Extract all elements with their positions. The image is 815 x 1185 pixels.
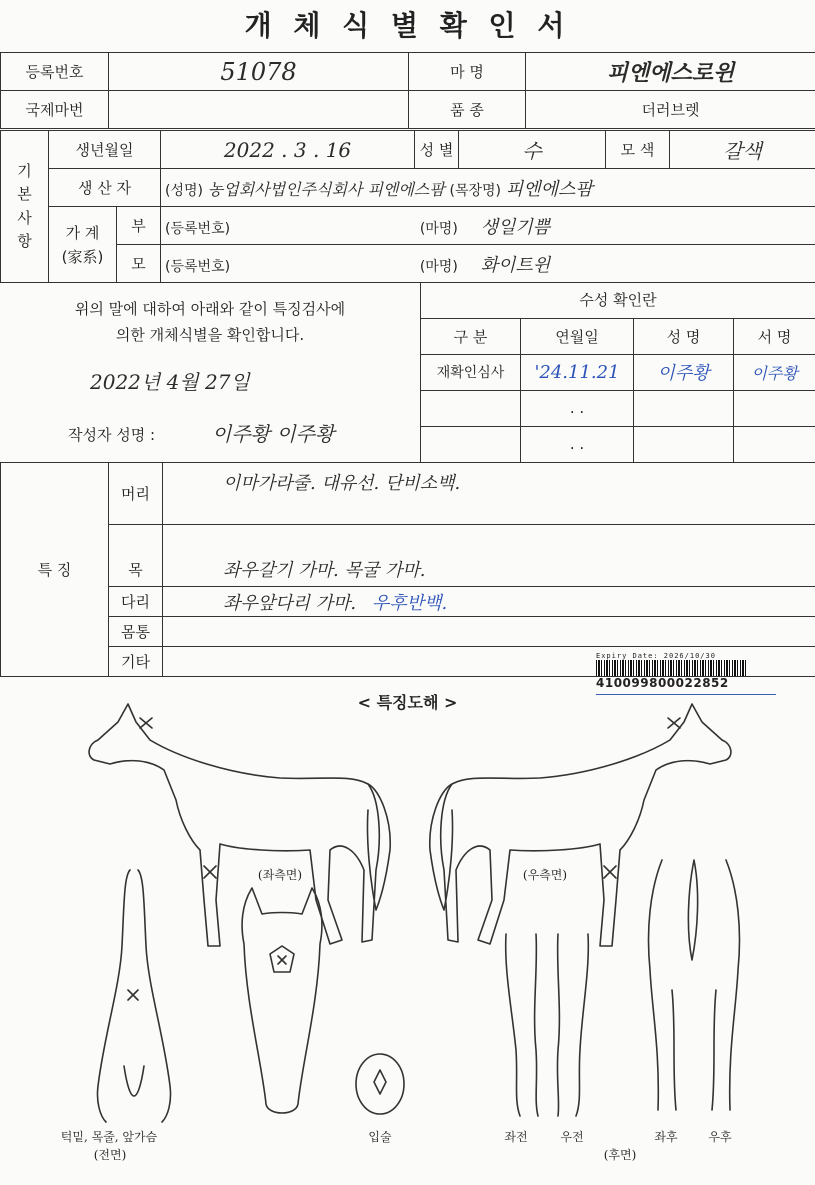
recheck-col-date: 연월일 [521, 318, 634, 354]
head-label: 머리 [109, 463, 163, 525]
left-side-caption: (좌측면) [257, 868, 303, 882]
horse-rear-drawing [642, 850, 746, 1120]
sire-name-value: 생일기쁨 [480, 216, 551, 238]
recheck-title: 수성 확인란 [421, 282, 815, 318]
basic-section-label: 기 본 사 항 [1, 131, 49, 283]
intl-no-value [109, 91, 409, 129]
dam-value-cell: (등록번호) (마명) 화이트윈 [161, 245, 815, 283]
body-label: 몸통 [109, 617, 163, 647]
horse-muzzle-drawing [352, 1050, 408, 1122]
producer-label: 생 산 자 [49, 169, 161, 207]
birth-label: 생년월일 [49, 131, 161, 169]
breed-label: 품 종 [409, 91, 526, 129]
farm-value: 피엔에스팜 [505, 178, 593, 200]
barcode-sticker [596, 652, 746, 690]
front-caption-2: (전면) [93, 1148, 127, 1162]
reg-no-value: 51078 [109, 53, 409, 91]
left-fore-caption: 좌전 [504, 1130, 528, 1144]
dam-name-value: 화이트윈 [480, 254, 551, 276]
color-value: 갈색 [670, 131, 815, 169]
producer-name-value: 농업회사법인주식회사 피엔에스팜 [207, 179, 445, 199]
recheck-row2-date: . . [521, 390, 634, 426]
horse-front-legs-drawing [496, 930, 600, 1120]
sire-label: 부 [117, 207, 161, 245]
intl-no-label: 국제마번 [1, 91, 109, 129]
horse-front-neck-drawing [94, 866, 174, 1126]
color-label: 모 색 [606, 131, 670, 169]
basic-info-table [0, 130, 815, 283]
recheck-table [420, 282, 815, 463]
horse-name-label: 마 명 [409, 53, 526, 91]
barcode-number: 410099800022852 [596, 676, 729, 690]
recheck-row3-date: . . [521, 426, 634, 462]
neck-value: 좌우갈기 가마. 목굴 가마. [163, 525, 815, 587]
registration-table [0, 52, 815, 129]
breed-value: 더러브렛 [526, 91, 815, 129]
reg-no-label: 등록번호 [1, 53, 109, 91]
muzzle-caption: 입술 [368, 1130, 392, 1144]
confirm-statement: 위의 말에 대하여 아래와 같이 특징검사에 의한 개체식별을 확인합니다. [74, 300, 346, 344]
horse-name-value: 피엔에스로윈 [526, 53, 815, 91]
body-value [163, 617, 815, 647]
sex-value: 수 [459, 131, 606, 169]
right-hind-caption: 우후 [708, 1130, 732, 1144]
writer-label: 작성자 성명 : [68, 426, 156, 444]
dam-label: 모 [117, 245, 161, 283]
legs-value-cell [163, 587, 815, 617]
recheck-row1-type: 재확인심사 [421, 354, 521, 390]
features-section-label: 특 징 [1, 463, 109, 677]
barcode-bars [596, 660, 746, 676]
head-value: 이마가라줄. 대유선. 단비소백. [163, 463, 815, 525]
features-table [0, 462, 815, 677]
document-title: 개 체 식 별 확 인 서 [244, 9, 571, 42]
other-label: 기타 [109, 647, 163, 677]
horse-front-head-drawing [232, 884, 332, 1124]
neck-label: 목 [109, 525, 163, 587]
writer-value: 이주황 이주황 [212, 422, 335, 446]
recheck-col-name: 성 명 [634, 318, 734, 354]
birth-value: 2022 . 3 . 16 [161, 131, 415, 169]
rear-caption: (후면) [603, 1148, 637, 1162]
recheck-row1-date: '24.11.21 [521, 354, 634, 390]
diagram-title: < 특징도해 > [357, 693, 458, 712]
pedigree-label: 가 계 (家系) [49, 207, 117, 283]
recheck-row1-sign: 이주황 [734, 354, 815, 390]
legs-label: 다리 [109, 587, 163, 617]
recheck-row1-name: 이주황 [634, 354, 734, 390]
left-hind-caption: 좌후 [654, 1130, 678, 1144]
producer-value-cell: (성명) 농업회사법인주식회사 피엔에스팜 (목장명) 피엔에스팜 [161, 169, 815, 207]
recheck-col-sign: 서 명 [734, 318, 815, 354]
recheck-col-type: 구 분 [421, 318, 521, 354]
barcode-expiry: Expiry Date: 2026/10/30 [596, 652, 716, 660]
confirm-date: 2022년 4월 27일 [90, 370, 250, 394]
right-fore-caption: 우전 [560, 1130, 584, 1144]
front-caption-1: 턱밑, 목줄, 앞가슴 [60, 1130, 158, 1144]
right-side-caption: (우측면) [522, 868, 568, 882]
sex-label: 성 별 [415, 131, 459, 169]
legs-value: 좌우앞다리 가마. [223, 592, 357, 614]
sire-value-cell: (등록번호) (마명) 생일기쁨 [161, 207, 815, 245]
legs-value-blue: 우후반백. [371, 592, 448, 614]
